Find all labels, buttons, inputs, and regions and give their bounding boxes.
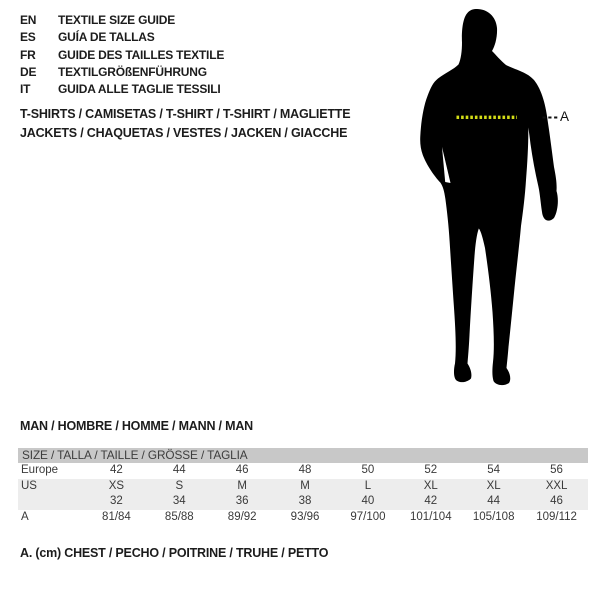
language-row [20, 64, 224, 81]
size-table [18, 448, 588, 525]
category-tshirts: T-SHIRTS / CAMISETAS / T-SHIRT / T-SHIRT / MAGLIETTE [20, 107, 351, 121]
category-jackets: JACKETS / CHAQUETAS / VESTES / JACKEN / GIACCHE [20, 125, 348, 140]
row-label: US [21, 479, 37, 492]
size-cell: 56 [550, 464, 563, 476]
size-cell: 44 [172, 464, 186, 476]
table-row-europe [18, 463, 588, 479]
size-cell: 40 [361, 495, 375, 507]
language-title: GUIDA ALLE TAGLIE TESSILI [58, 82, 221, 97]
size-cell: 54 [487, 464, 501, 476]
size-cell: XS [108, 479, 125, 492]
size-cell: 38 [298, 495, 312, 507]
section-title: MAN / HOMBRE / HOMME / MANN / MAN [20, 419, 253, 433]
language-code: IT [20, 82, 31, 97]
language-title: TEXTILGRÖßENFÜHRUNG [58, 64, 207, 79]
size-cell: 50 [361, 464, 375, 476]
size-cell: 42 [110, 464, 123, 476]
size-cell: M [237, 479, 247, 492]
language-title: GUIDE DES TAILLES TEXTILE [58, 47, 225, 62]
table-row-us [18, 479, 588, 495]
size-cell: 89/92 [227, 510, 257, 523]
language-row [20, 12, 224, 29]
size-cell: L [364, 479, 372, 492]
table-row-numeric [18, 494, 588, 510]
size-cell: M [300, 479, 310, 492]
size-cell: 46 [235, 464, 249, 476]
size-cell: 97/100 [350, 510, 386, 523]
size-cell: 32 [110, 495, 123, 507]
size-cell: 101/104 [410, 510, 452, 523]
size-cell: 36 [235, 495, 249, 507]
size-cell: XXL [545, 479, 568, 492]
size-cell: 52 [424, 464, 438, 476]
size-cell: 109/112 [536, 510, 577, 523]
table-row-chest [18, 510, 588, 526]
language-row [20, 29, 224, 46]
language-list [20, 12, 224, 98]
size-cell: XL [423, 479, 438, 492]
language-row [20, 47, 224, 64]
size-cell: 34 [172, 495, 186, 507]
row-label [18, 494, 85, 510]
size-cell: 81/84 [102, 510, 131, 523]
row-label: A [21, 510, 29, 523]
language-code: EN [20, 13, 37, 27]
man-silhouette [420, 9, 558, 385]
size-cell: S [175, 479, 184, 492]
measure-label: A [560, 109, 570, 124]
language-code: FR [20, 47, 36, 62]
arm-body-gap [442, 147, 451, 183]
size-table-header: SIZE / TALLA / TAILLE / GRÖSSE / TAGLIA [18, 448, 588, 463]
size-cell: 46 [550, 495, 563, 507]
row-label: Europe [21, 464, 59, 476]
size-cell: XL [486, 479, 501, 492]
language-code: DE [20, 64, 37, 79]
measurement-footnote: A. (cm) CHEST / PECHO / POITRINE / TRUHE / PETTO [20, 546, 329, 560]
size-cell: 105/108 [472, 510, 515, 523]
garment-categories [20, 105, 350, 142]
language-code: ES [20, 30, 36, 45]
language-row [20, 81, 224, 98]
language-title: TEXTILE SIZE GUIDE [58, 13, 176, 27]
size-cell: 48 [298, 464, 312, 476]
language-title: GUÍA DE TALLAS [58, 30, 155, 45]
size-cell: 42 [424, 495, 438, 507]
size-cell: 93/96 [290, 510, 320, 523]
size-cell: 85/88 [164, 510, 194, 523]
size-cell: 44 [487, 495, 501, 507]
